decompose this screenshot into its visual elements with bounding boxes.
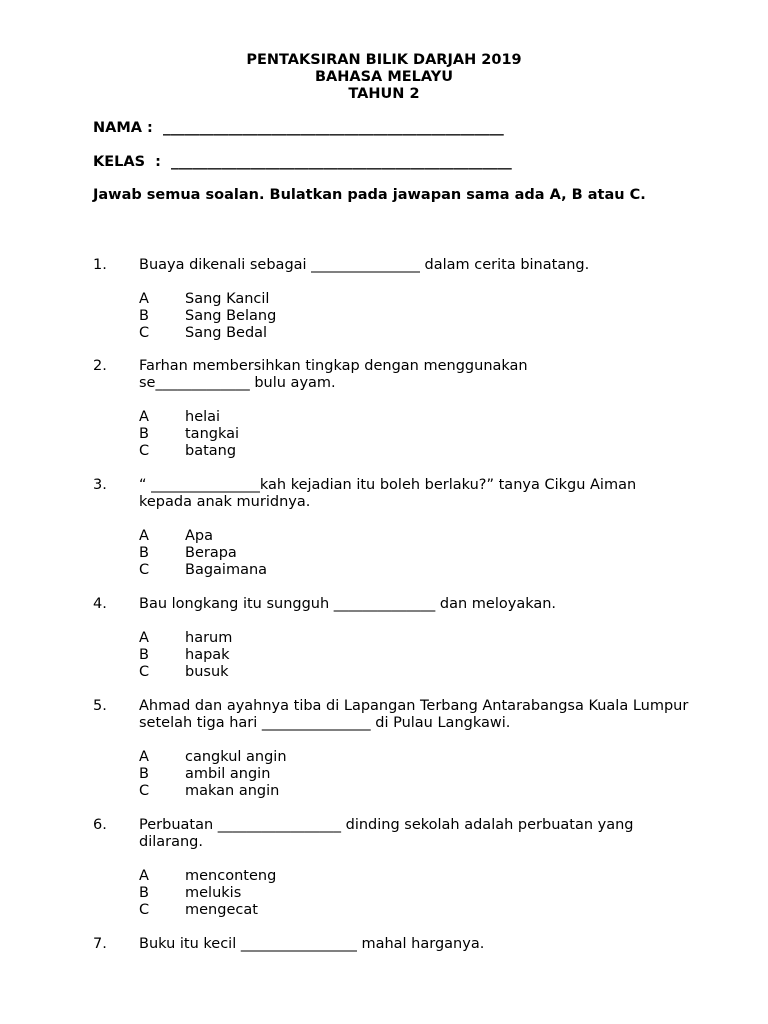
question-1 [93, 257, 693, 342]
question-number: 1. [93, 257, 107, 273]
class-field: KELAS : _______________________________________________ [93, 154, 512, 170]
option-text: ambil angin [185, 766, 271, 782]
name-field: NAMA : _______________________________________________ [93, 120, 504, 136]
option-letter: B [139, 308, 149, 324]
option-text: busuk [185, 664, 229, 680]
question-text: Buku itu kecil ________________ mahal harganya. [139, 936, 485, 952]
option-c [139, 902, 693, 919]
instructions: Jawab semua soalan. Bulatkan pada jawapan sama ada A, B atau C. [93, 187, 646, 203]
options-list [139, 291, 693, 342]
option-text: melukis [185, 885, 242, 901]
document-header [0, 52, 768, 103]
option-letter: C [139, 783, 150, 799]
option-letter: C [139, 325, 150, 341]
option-letter: B [139, 545, 149, 561]
question-text: Ahmad dan ayahnya tiba di Lapangan Terbang Antarabangsa Kuala Lumpur setelah tiga hari _______________ di Pulau Langkawi. [139, 698, 689, 731]
option-letter: A [139, 630, 149, 646]
option-letter: B [139, 647, 149, 663]
option-text: Berapa [185, 545, 237, 561]
question-number: 7. [93, 936, 107, 952]
question-number: 4. [93, 596, 107, 612]
option-text: Bagaimana [185, 562, 268, 578]
question-4 [93, 596, 693, 681]
option-a [139, 868, 693, 885]
option-b [139, 647, 693, 664]
header-year: TAHUN 2 [348, 86, 420, 102]
option-c [139, 783, 693, 800]
option-b [139, 426, 693, 443]
option-letter: A [139, 749, 149, 765]
question-text: Farhan membersihkan tingkap dengan menggunakan se_____________ bulu ayam. [139, 358, 528, 391]
question-3 [93, 477, 693, 579]
option-a [139, 630, 693, 647]
option-letter: A [139, 291, 149, 307]
option-letter: B [139, 766, 149, 782]
question-6 [93, 817, 693, 919]
question-number: 6. [93, 817, 107, 833]
question-number: 2. [93, 358, 107, 374]
option-text: tangkai [185, 426, 240, 442]
question-2 [93, 358, 693, 460]
option-letter: A [139, 868, 149, 884]
option-text: hapak [185, 647, 230, 663]
option-text: batang [185, 443, 237, 459]
option-text: helai [185, 409, 221, 425]
option-c [139, 443, 693, 460]
option-a [139, 409, 693, 426]
question-text: Perbuatan _________________ dinding sekolah adalah perbuatan yang dilarang. [139, 817, 634, 850]
question-number: 5. [93, 698, 107, 714]
option-letter: B [139, 426, 149, 442]
question-number: 3. [93, 477, 107, 493]
option-text: cangkul angin [185, 749, 287, 765]
options-list [139, 868, 693, 919]
option-b [139, 545, 693, 562]
question-text: Buaya dikenali sebagai _______________ dalam cerita binatang. [139, 257, 590, 273]
option-c [139, 325, 693, 342]
option-a [139, 291, 693, 308]
option-b [139, 766, 693, 783]
option-letter: C [139, 562, 150, 578]
header-title: PENTAKSIRAN BILIK DARJAH 2019 [246, 52, 522, 68]
question-5 [93, 698, 693, 800]
option-c [139, 664, 693, 681]
question-text: “ _______________kah kejadian itu boleh berlaku?” tanya Cikgu Aiman kepada anak muridnya. [139, 477, 637, 510]
option-text: Apa [185, 528, 214, 544]
option-text: harum [185, 630, 233, 646]
option-letter: B [139, 885, 149, 901]
option-b [139, 308, 693, 325]
option-a [139, 528, 693, 545]
options-list [139, 528, 693, 579]
option-a [139, 749, 693, 766]
options-list [139, 749, 693, 800]
option-letter: A [139, 528, 149, 544]
option-text: Sang Belang [185, 308, 277, 324]
option-b [139, 885, 693, 902]
question-7 [93, 936, 693, 953]
option-text: menconteng [185, 868, 277, 884]
option-letter: C [139, 902, 150, 918]
option-letter: A [139, 409, 149, 425]
option-letter: C [139, 664, 150, 680]
option-c [139, 562, 693, 579]
option-text: Sang Kancil [185, 291, 270, 307]
options-list [139, 630, 693, 681]
question-text: Bau longkang itu sungguh ______________ dan meloyakan. [139, 596, 557, 612]
option-text: mengecat [185, 902, 258, 918]
header-subject: BAHASA MELAYU [314, 69, 454, 85]
option-text: Sang Bedal [185, 325, 268, 341]
options-list [139, 409, 693, 460]
option-letter: C [139, 443, 150, 459]
option-text: makan angin [185, 783, 280, 799]
